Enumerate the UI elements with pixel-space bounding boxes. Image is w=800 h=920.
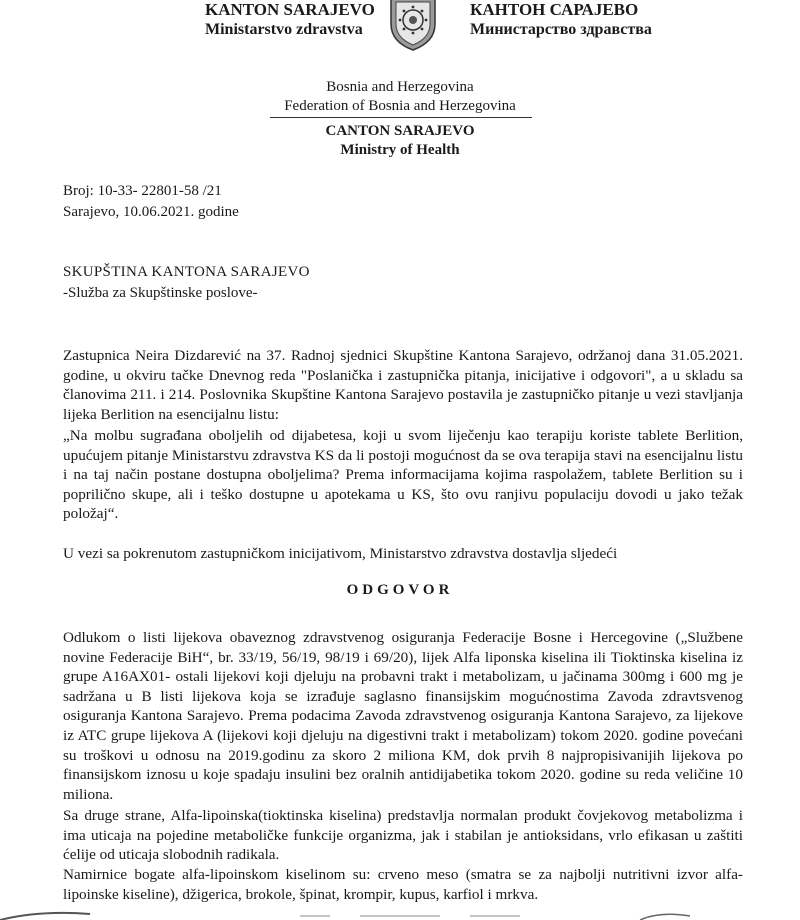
coat-of-arms-icon bbox=[383, 0, 443, 52]
header-left-subtitle: Ministarstvo zdravstva bbox=[205, 21, 363, 38]
initiative-line: U vezi sa pokrenutom zastupničkom inicijativom, Ministarstvo zdravstva dostavlja sljedeći bbox=[63, 545, 618, 562]
answer-paragraph-3: Namirnice bogate alfa-lipoinskom kiselinom su: crveno meso (smatra se za najbolji nutritivni izvor alfa-lipoinske kiseline), džigerica, brokole, špinat, krompir, kupus, karfiol i mrkva. bbox=[63, 866, 743, 903]
intro-paragraph: Zastupnica Neira Dizdarević na 37. Radnoj sjednici Skupštine Kantona Sarajevo, održanoj dana 31.05.2021. godine, u okviru tačke Dnevnog reda "Poslanička i zastupnička pitanja, inicijative i odgovori", a u skladu sa članovima 211. i 214. Poslovnika Skupštine Kantona Sarajevo postavila je zastupničko pitanje u vezi stavljanja lijeka Berlition na esencijalnu listu: bbox=[63, 347, 743, 423]
english-header-line1: Bosnia and Herzegovina bbox=[326, 79, 474, 95]
answer-paragraph-1: Odlukom o listi lijekova obaveznog zdravstvenog osiguranja Federacije Bosne i Hercegovine („Službene novine Federacije BiH“, br. 33/19, 56/19, 98/19 i 69/20), lijek Alfa liponska kiselina ili Tioktinska kiselina iz grupe A16AX01- ostali lijekovi koji djeluju na probavni trakt i metabolizam, u jačinama 300mg i 600 mg je sadržana u B listi lijekova koja se izrađuje saglasno finansijskim mogućnostima Zavoda zdravtsvenog osiguranja Kantona Sarajevo. Prema podacima Zavoda zdravstvenog osiguranja Kantona Sarajevo, za lijekove iz ATC grupe lijekova A (lijekovi koji djeluju na digestivni trakt i metabolizam) tokom 2020. godine povećani su troškovi u odnosu na 2019.godinu za skoro 2 miliona KM, dok prvih 8 najpropisivanijih lijekova po finansijskom iznosu u koje spadaju insulini bez oralnih antidijabetika tokom 2020. godine su reda veličine 10 miliona. bbox=[63, 629, 743, 803]
english-header-line3: CANTON SARAJEVO bbox=[325, 123, 475, 139]
header-left bbox=[205, 0, 375, 40]
reference-date: Sarajevo, 10.06.2021. godine bbox=[63, 204, 239, 220]
english-header-line4: Ministry of Health bbox=[340, 142, 460, 158]
recipient-department: -Služba za Skupštinske poslove- bbox=[63, 285, 258, 301]
english-header-canton bbox=[0, 122, 800, 160]
footer-strip bbox=[0, 908, 800, 920]
english-header-line2: Federation of Bosnia and Herzegovina bbox=[284, 98, 516, 114]
reference-number: Broj: 10-33- 22801-58 /21 bbox=[63, 183, 222, 199]
answer-heading: ODGOVOR bbox=[346, 582, 454, 598]
english-header-state bbox=[0, 78, 800, 116]
header-right-title: КАНТОН САРАЈЕВО bbox=[470, 0, 639, 19]
quote-paragraph: „Na molbu sugrađana oboljelih od dijabetesa, koji u svom liječenju kao terapiju koriste tablete Berlition, upućujem pitanje Ministarstvu zdravstva KS da li postoji mogućnost da se ova terapija stavi na esencijalnu listu i na taj način postane dostupna oboljelima? Prema informacijama kojima raspolažem, tablete Berlition su i poprilično skupe, ali i teško dostupne u apotekama u KS, što ovu ranjivu populaciju dovodi u jako težak položaj“. bbox=[63, 427, 743, 523]
header-right bbox=[470, 0, 652, 40]
answer-paragraph-2: Sa druge strane, Alfa-lipoinska(tioktinska kiselina) predstavlja normalan produkt čovjekovog metabolizma i ima uticaja na pojedine metaboličke funkcije organizma, jak i stabilan je antioksidans, vrlo efikasan u zaštiti ćelije od uticaja slobodnih radikala. bbox=[63, 807, 743, 864]
recipient-name: SKUPŠTINA KANTONA SARAJEVO bbox=[63, 264, 310, 280]
header-right-subtitle: Министарство здравства bbox=[470, 21, 652, 38]
header-left-title: KANTON SARAJEVO bbox=[205, 0, 375, 19]
header-divider bbox=[270, 117, 532, 118]
